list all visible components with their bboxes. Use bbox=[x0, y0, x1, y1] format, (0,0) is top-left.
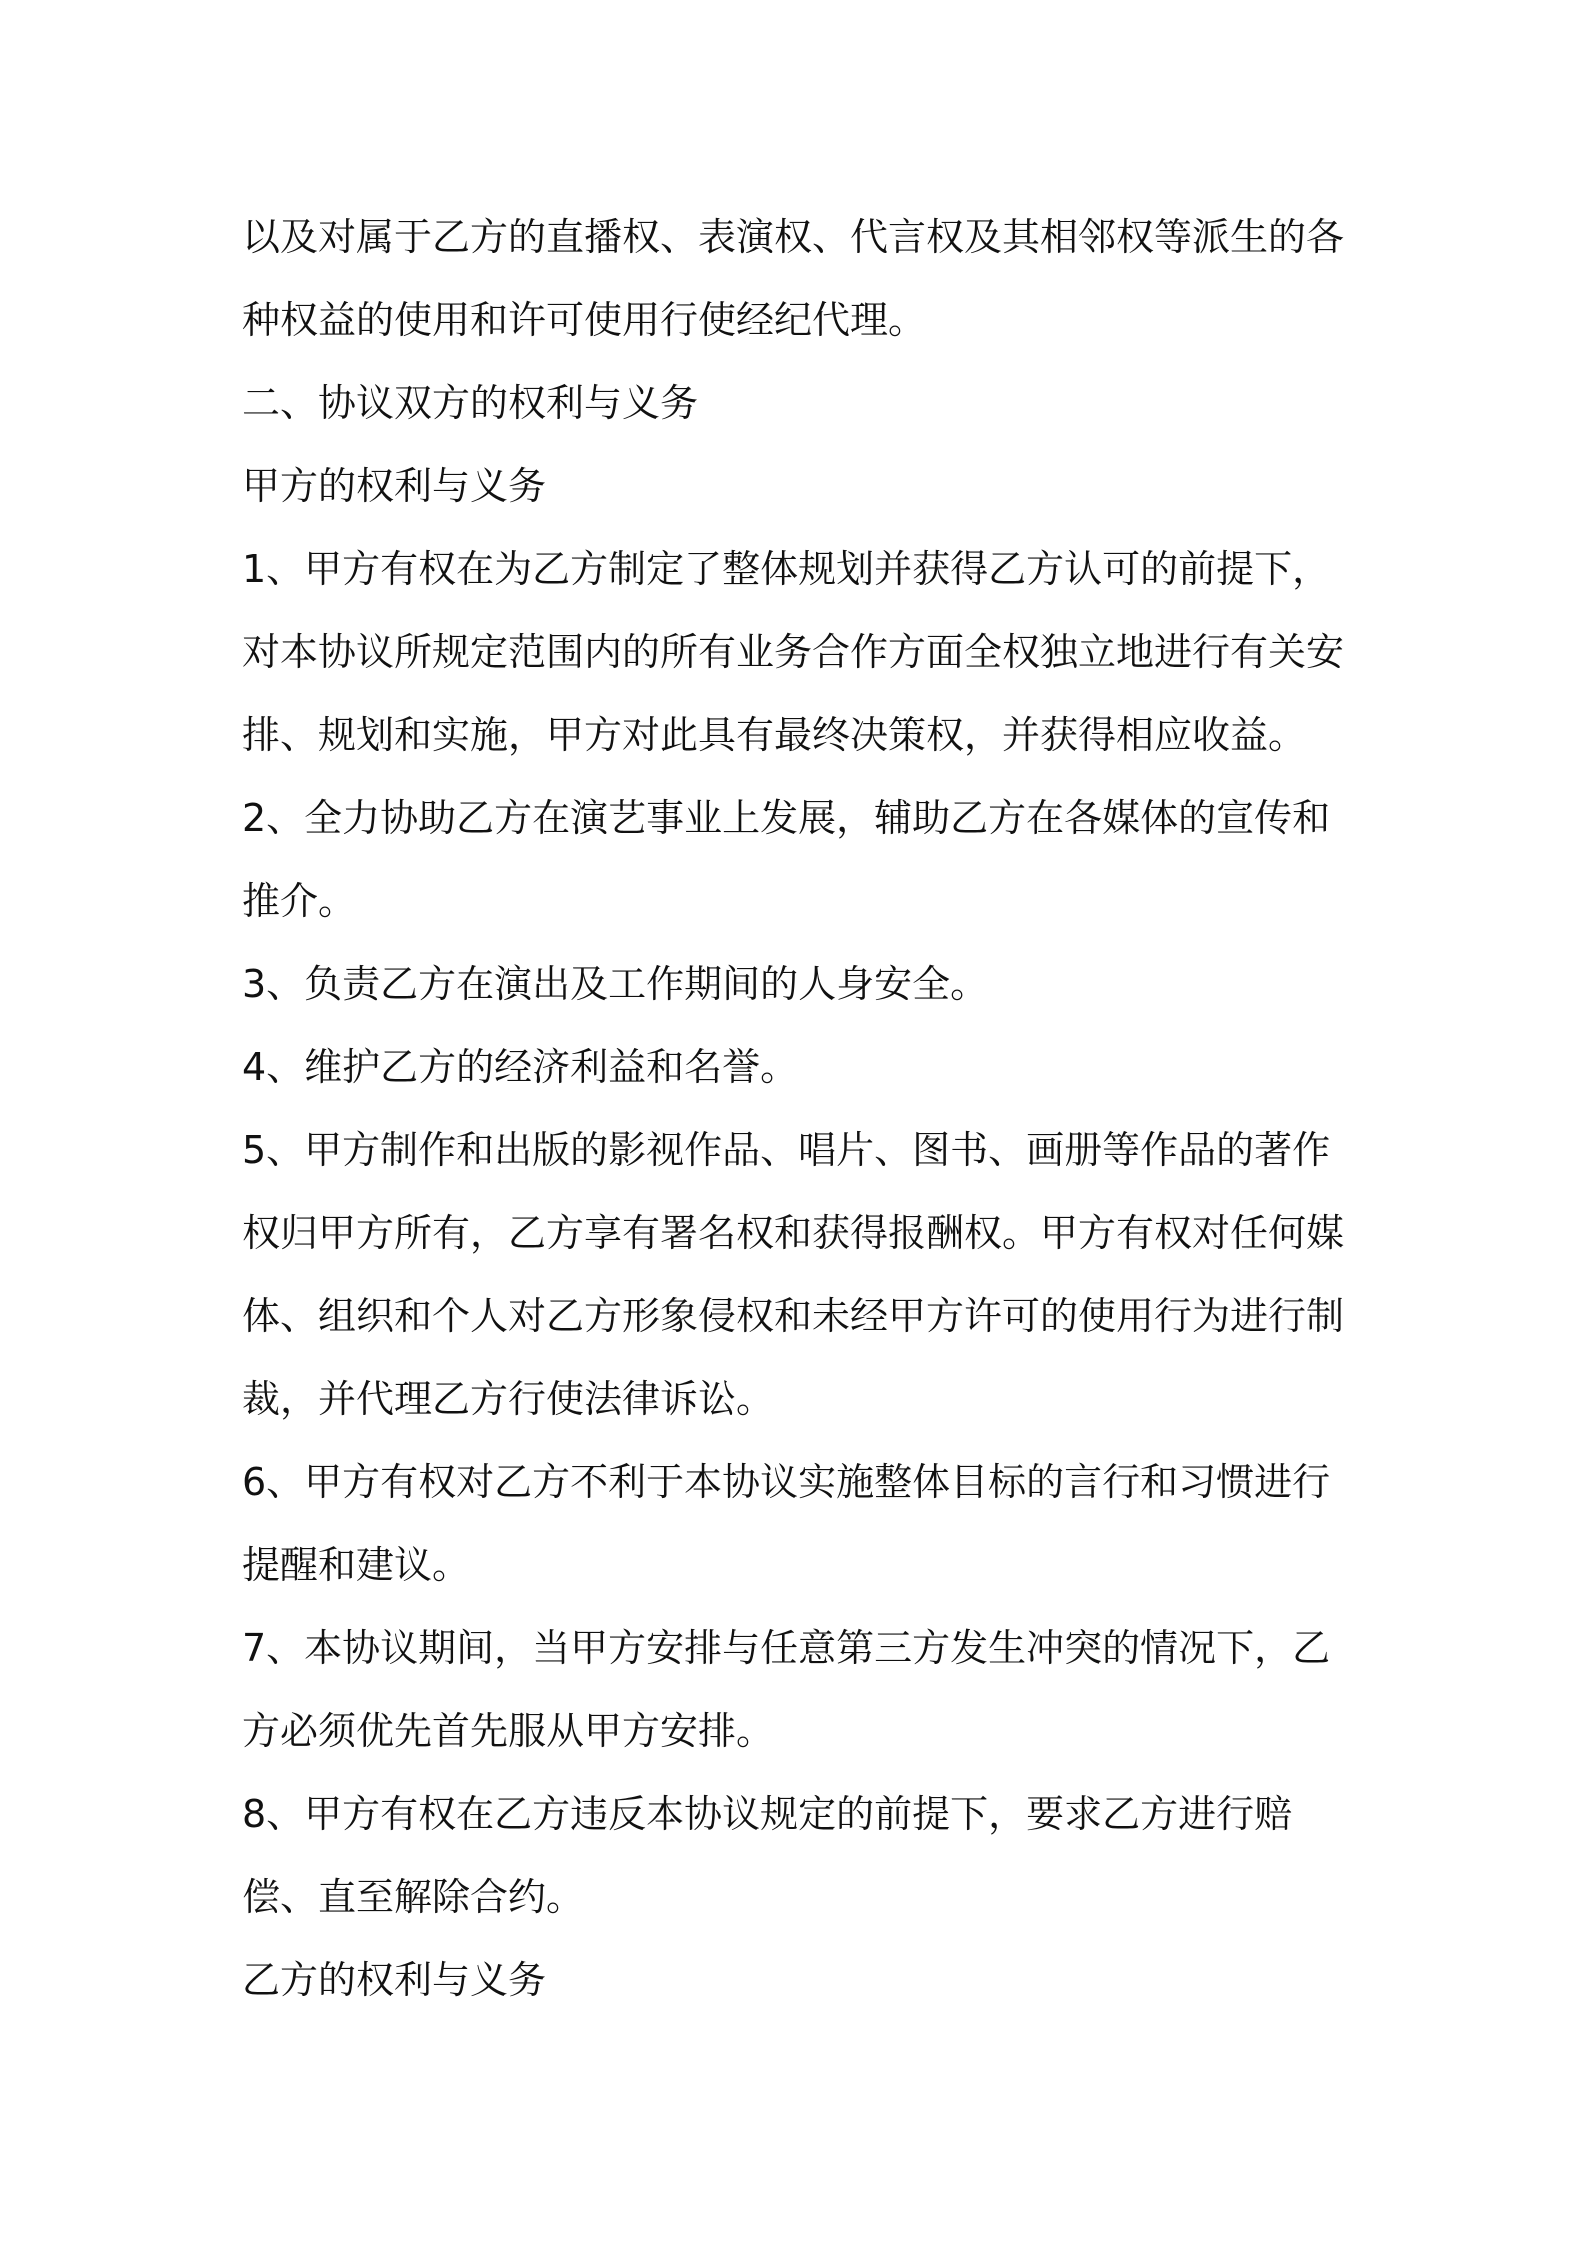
section-heading-rights-obligations: 二、协议双方的权利与义务 bbox=[242, 381, 699, 425]
subheading-party-a: 甲方的权利与义务 bbox=[242, 464, 547, 508]
paragraph-continuation: 以及对属于乙方的直播权、表演权、代言权及其相邻权等派生的各种权益的使用和许可使用行使经纪代理。 bbox=[242, 215, 1345, 342]
clause-a-7: 7、本协议期间，当甲方安排与任意第三方发生冲突的情况下，乙方必须优先首先服从甲方安排。 bbox=[242, 1626, 1331, 1753]
subheading-party-b: 乙方的权利与义务 bbox=[242, 1958, 547, 2002]
clause-a-4: 4、维护乙方的经济利益和名誉。 bbox=[242, 1045, 799, 1089]
clause-a-6: 6、甲方有权对乙方不利于本协议实施整体目标的言行和习惯进行提醒和建议。 bbox=[242, 1460, 1331, 1587]
clause-a-2: 2、全力协助乙方在演艺事业上发展，辅助乙方在各媒体的宣传和推介。 bbox=[242, 796, 1331, 923]
clause-a-1: 1、甲方有权在为乙方制定了整体规划并获得乙方认可的前提下，对本协议所规定范围内的所有业务合作方面全权独立地进行有关安排、规划和实施，甲方对此具有最终决策权，并获得相应收益。 bbox=[242, 547, 1345, 757]
clause-a-8: 8、甲方有权在乙方违反本协议规定的前提下，要求乙方进行赔偿、直至解除合约。 bbox=[242, 1792, 1293, 1919]
clause-a-3: 3、负责乙方在演出及工作期间的人身安全。 bbox=[242, 962, 989, 1006]
document-body bbox=[242, 196, 1360, 2022]
clause-a-5: 5、甲方制作和出版的影视作品、唱片、图书、画册等作品的著作权归甲方所有，乙方享有署名权和获得报酬权。甲方有权对任何媒体、组织和个人对乙方形象侵权和未经甲方许可的使用行为进行制裁，并代理乙方行使法律诉讼。 bbox=[242, 1128, 1345, 1421]
